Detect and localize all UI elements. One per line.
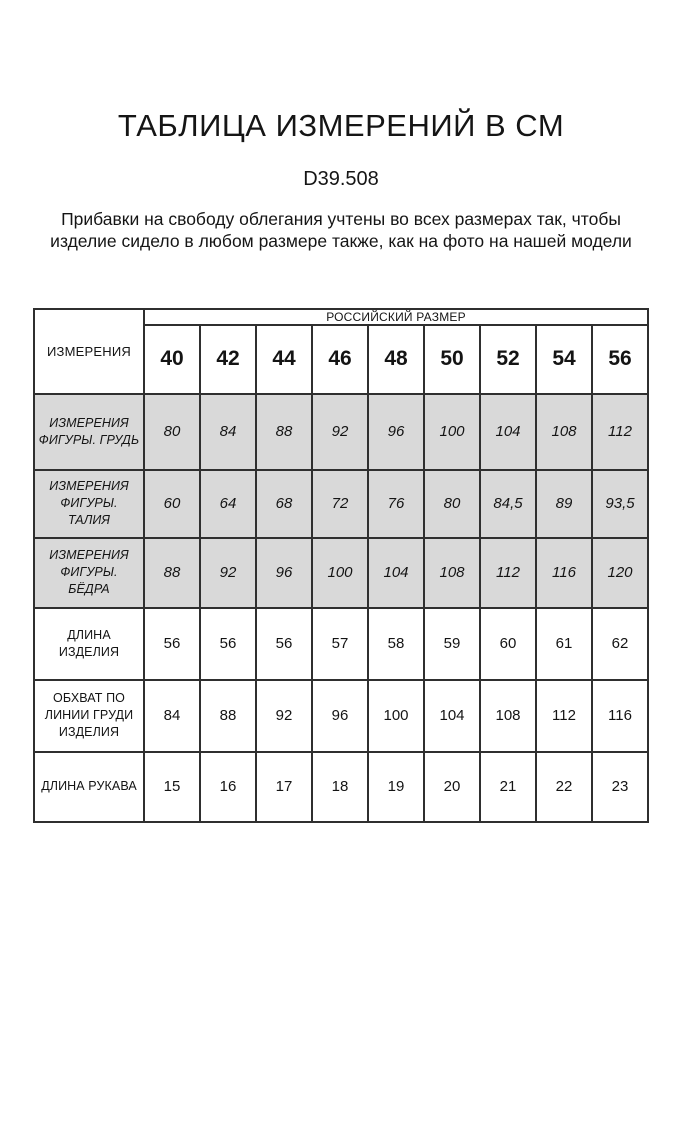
- value-cell: 112: [592, 394, 648, 470]
- value-cell: 108: [424, 538, 480, 608]
- size-cell: 56: [592, 325, 648, 394]
- value-cell: 112: [480, 538, 536, 608]
- value-cell: 62: [592, 608, 648, 680]
- value-cell: 89: [536, 470, 592, 538]
- value-cell: 84,5: [480, 470, 536, 538]
- value-cell: 16: [200, 752, 256, 822]
- value-cell: 100: [312, 538, 368, 608]
- value-cell: 104: [480, 394, 536, 470]
- value-cell: 93,5: [592, 470, 648, 538]
- table-row-item-length: [34, 608, 648, 680]
- value-cell: 56: [144, 608, 200, 680]
- value-cell: 64: [200, 470, 256, 538]
- size-cell: 50: [424, 325, 480, 394]
- value-cell: 116: [536, 538, 592, 608]
- value-cell: 18: [312, 752, 368, 822]
- value-cell: 80: [424, 470, 480, 538]
- value-cell: 21: [480, 752, 536, 822]
- size-cell: 40: [144, 325, 200, 394]
- row-label: ДЛИНА РУКАВА: [34, 752, 144, 822]
- value-cell: 88: [256, 394, 312, 470]
- value-cell: 68: [256, 470, 312, 538]
- value-cell: 20: [424, 752, 480, 822]
- size-cell: 54: [536, 325, 592, 394]
- size-chart-page: [0, 108, 682, 1132]
- value-cell: 96: [368, 394, 424, 470]
- value-cell: 84: [144, 680, 200, 752]
- value-cell: 96: [256, 538, 312, 608]
- value-cell: 92: [312, 394, 368, 470]
- size-header-row: [34, 309, 648, 325]
- value-cell: 23: [592, 752, 648, 822]
- value-cell: 76: [368, 470, 424, 538]
- value-cell: 72: [312, 470, 368, 538]
- value-cell: 88: [144, 538, 200, 608]
- row-label: ДЛИНА ИЗДЕЛИЯ: [34, 608, 144, 680]
- value-cell: 56: [256, 608, 312, 680]
- table-row-figure-hips: [34, 538, 648, 608]
- fit-note: Прибавки на свободу облегания учтены во всех размерах так, чтобы изделие сидело в любом размере также, как на фото на нашей модели: [50, 209, 632, 252]
- size-cell: 52: [480, 325, 536, 394]
- size-cell: 44: [256, 325, 312, 394]
- size-cell: 46: [312, 325, 368, 394]
- value-cell: 56: [200, 608, 256, 680]
- table-row-sleeve-length: [34, 752, 648, 822]
- value-cell: 92: [256, 680, 312, 752]
- value-cell: 100: [424, 394, 480, 470]
- size-table: [33, 308, 649, 823]
- value-cell: 22: [536, 752, 592, 822]
- value-cell: 108: [480, 680, 536, 752]
- size-cell: 48: [368, 325, 424, 394]
- value-cell: 17: [256, 752, 312, 822]
- value-cell: 60: [480, 608, 536, 680]
- value-cell: 96: [312, 680, 368, 752]
- value-cell: 60: [144, 470, 200, 538]
- size-cell: 42: [200, 325, 256, 394]
- table-row-figure-waist: [34, 470, 648, 538]
- row-label: ИЗМЕРЕНИЯ ФИГУРЫ. ТАЛИЯ: [34, 470, 144, 538]
- value-cell: 104: [424, 680, 480, 752]
- value-cell: 80: [144, 394, 200, 470]
- value-cell: 57: [312, 608, 368, 680]
- row-label: ИЗМЕРЕНИЯ ФИГУРЫ. БЁДРА: [34, 538, 144, 608]
- table-row-item-chest-girth: [34, 680, 648, 752]
- value-cell: 88: [200, 680, 256, 752]
- article-code: D39.508: [303, 168, 379, 190]
- russian-size-header-cell: РОССИЙСКИЙ РАЗМЕР: [144, 309, 648, 325]
- row-label: ОБХВАТ ПО ЛИНИИ ГРУДИ ИЗДЕЛИЯ: [34, 680, 144, 752]
- value-cell: 92: [200, 538, 256, 608]
- value-cell: 59: [424, 608, 480, 680]
- value-cell: 61: [536, 608, 592, 680]
- value-cell: 104: [368, 538, 424, 608]
- row-label: ИЗМЕРЕНИЯ ФИГУРЫ. ГРУДЬ: [34, 394, 144, 470]
- value-cell: 120: [592, 538, 648, 608]
- value-cell: 19: [368, 752, 424, 822]
- measurements-corner-cell: ИЗМЕРЕНИЯ: [34, 309, 144, 394]
- value-cell: 58: [368, 608, 424, 680]
- table-row-figure-chest: [34, 394, 648, 470]
- value-cell: 112: [536, 680, 592, 752]
- value-cell: 100: [368, 680, 424, 752]
- value-cell: 116: [592, 680, 648, 752]
- value-cell: 108: [536, 394, 592, 470]
- value-cell: 84: [200, 394, 256, 470]
- page-title: ТАБЛИЦА ИЗМЕРЕНИЙ В СМ: [117, 108, 565, 143]
- value-cell: 15: [144, 752, 200, 822]
